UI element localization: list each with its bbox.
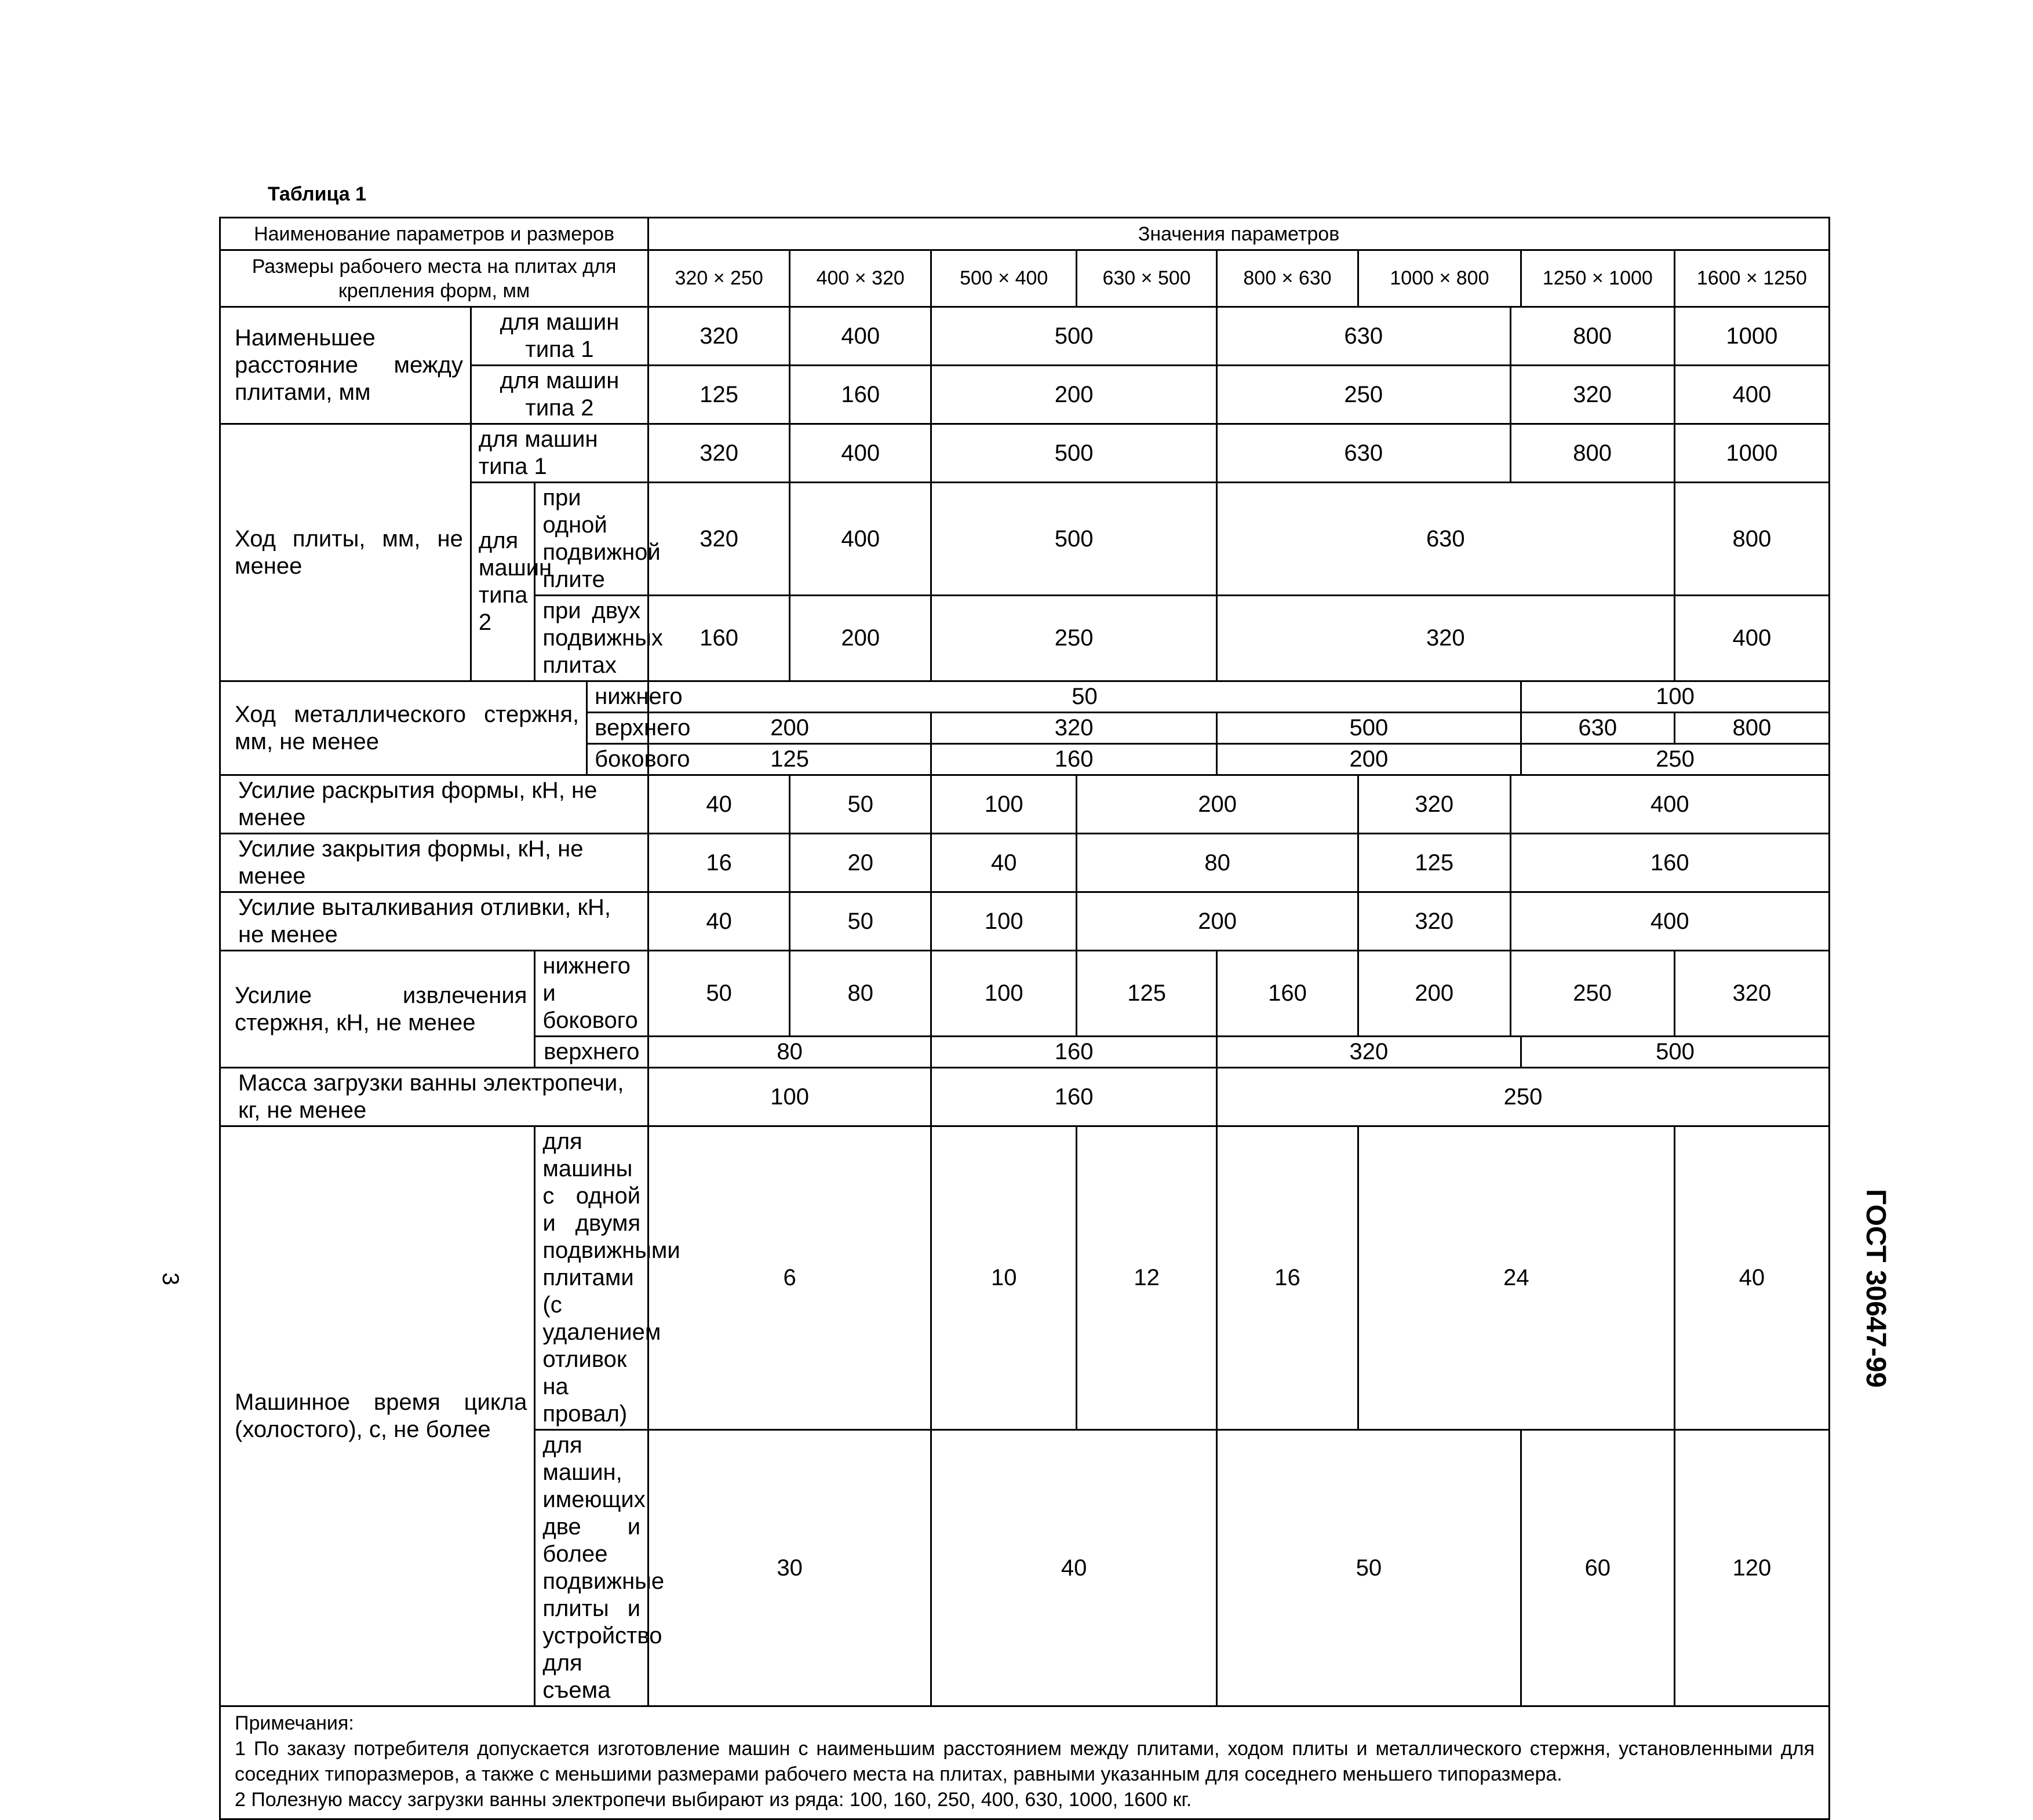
value-cell: 24 xyxy=(1358,1126,1675,1430)
value-cell: 16 xyxy=(1216,1126,1358,1430)
value-cell: 320 xyxy=(931,713,1217,744)
size-cell: 630 × 500 xyxy=(1077,250,1217,307)
value-cell: 200 xyxy=(1077,775,1358,834)
size-cell: 400 × 320 xyxy=(790,250,931,307)
table-row xyxy=(220,892,1830,951)
row-sublabel: нижнего xyxy=(587,681,648,713)
value-cell: 800 xyxy=(1674,483,1829,596)
header-sizes-label: Размеры рабочего места на плитах для крепления форм, мм xyxy=(220,250,648,307)
value-cell: 400 xyxy=(1510,775,1830,834)
value-cell: 160 xyxy=(931,1037,1217,1068)
value-cell: 250 xyxy=(1521,744,1829,775)
value-cell: 16 xyxy=(648,834,790,892)
size-cell: 1000 × 800 xyxy=(1358,250,1521,307)
table-row xyxy=(220,681,1830,713)
value-cell: 200 xyxy=(648,713,931,744)
value-cell: 80 xyxy=(1077,834,1358,892)
value-cell: 200 xyxy=(1077,892,1358,951)
page-number: 3 xyxy=(158,1272,183,1286)
value-cell: 630 xyxy=(1216,483,1674,596)
row-label-core-extraction: Усилие извлечения стержня, кН, не менее xyxy=(220,951,535,1068)
value-cell: 500 xyxy=(1216,713,1521,744)
value-cell: 20 xyxy=(790,834,931,892)
value-cell: 40 xyxy=(1674,1126,1829,1430)
value-cell: 50 xyxy=(648,951,790,1037)
row-label-ejection-force: Усилие выталкивания отливки, кН, не менее xyxy=(220,892,648,951)
value-cell: 1000 xyxy=(1674,307,1829,366)
value-cell: 6 xyxy=(648,1126,931,1430)
value-cell: 800 xyxy=(1510,307,1674,366)
row-sublabel: для машин типа 2 xyxy=(471,366,648,424)
value-cell: 10 xyxy=(931,1126,1077,1430)
value-cell: 40 xyxy=(648,775,790,834)
note-1: 1 По заказу потребителя допускается изготовление машин с наименьшим расстоянием между плитами, ходом плиты и металлического стержня, установленными для соседних типоразмеров, а также с меньшими размерами рабочего места на плитах, равными указанным для соседнего меньшего типоразмера. xyxy=(235,1738,1815,1785)
value-cell: 320 xyxy=(648,307,790,366)
value-cell: 100 xyxy=(1521,681,1829,713)
table-row xyxy=(220,775,1830,834)
value-cell: 100 xyxy=(648,1068,931,1126)
value-cell: 160 xyxy=(1216,951,1358,1037)
value-cell: 200 xyxy=(790,596,931,681)
row-sublabel: верхнего xyxy=(587,713,648,744)
value-cell: 250 xyxy=(1216,366,1510,424)
value-cell: 50 xyxy=(790,892,931,951)
value-cell: 500 xyxy=(931,307,1217,366)
row-label-opening-force: Усилие раскрытия формы, кН, не менее xyxy=(220,775,648,834)
value-cell: 100 xyxy=(931,951,1077,1037)
value-cell: 630 xyxy=(1216,424,1510,483)
value-cell: 250 xyxy=(1510,951,1674,1037)
table-header-sizes-row xyxy=(220,250,1830,307)
value-cell: 40 xyxy=(931,1430,1217,1706)
row-sublabel: для машины с одной и двумя подвижными плитами (с удалением отливок на провал) xyxy=(535,1126,648,1430)
value-cell: 125 xyxy=(1077,951,1217,1037)
notes-cell xyxy=(220,1706,1830,1819)
value-cell: 200 xyxy=(1358,951,1510,1037)
row-label-min-distance: Наименьшее расстояние между плитами, мм xyxy=(220,307,471,424)
value-cell: 100 xyxy=(931,892,1077,951)
table-caption: Таблица 1 xyxy=(268,183,367,205)
value-cell: 500 xyxy=(931,483,1217,596)
table-row xyxy=(220,1126,1830,1430)
value-cell: 320 xyxy=(1216,596,1674,681)
row-sublabel: для машин, имеющих две и более подвижные плиты и устройство для съема xyxy=(535,1430,648,1706)
value-cell: 1000 xyxy=(1674,424,1829,483)
size-cell: 1250 × 1000 xyxy=(1521,250,1674,307)
size-cell: 320 × 250 xyxy=(648,250,790,307)
value-cell: 200 xyxy=(931,366,1217,424)
value-cell: 160 xyxy=(1510,834,1830,892)
value-cell: 160 xyxy=(648,596,790,681)
size-cell: 800 × 630 xyxy=(1216,250,1358,307)
value-cell: 12 xyxy=(1077,1126,1217,1430)
table-notes-row xyxy=(220,1706,1830,1819)
row-sublabel: для машин типа 1 xyxy=(471,424,648,483)
table-row xyxy=(220,424,1830,483)
value-cell: 400 xyxy=(1510,892,1830,951)
value-cell: 80 xyxy=(790,951,931,1037)
notes-title: Примечания: xyxy=(235,1712,354,1734)
row-sublabel: при одной подвижной плите xyxy=(535,483,648,596)
row-sublabel: верхнего xyxy=(535,1037,648,1068)
value-cell: 125 xyxy=(1358,834,1510,892)
row-label-plate-stroke: Ход плиты, мм, не менее xyxy=(220,424,471,681)
value-cell: 250 xyxy=(931,596,1217,681)
value-cell: 200 xyxy=(1216,744,1521,775)
value-cell: 160 xyxy=(931,744,1217,775)
value-cell: 250 xyxy=(1216,1068,1829,1126)
value-cell: 800 xyxy=(1510,424,1674,483)
value-cell: 800 xyxy=(1674,713,1829,744)
table-row xyxy=(220,1068,1830,1126)
value-cell: 400 xyxy=(790,307,931,366)
value-cell: 50 xyxy=(1216,1430,1521,1706)
parameters-table xyxy=(219,217,1830,1820)
value-cell: 40 xyxy=(648,892,790,951)
value-cell: 400 xyxy=(1674,366,1829,424)
row-sublabel: нижнего и бокового xyxy=(535,951,648,1037)
value-cell: 630 xyxy=(1216,307,1510,366)
note-2: 2 Полезную массу загрузки ванны электропечи выбирают из ряда: 100, 160, 250, 400, 630, 1000, 1600 кг. xyxy=(235,1789,1192,1811)
table-row xyxy=(220,951,1830,1037)
value-cell: 40 xyxy=(931,834,1077,892)
value-cell: 50 xyxy=(648,681,1521,713)
value-cell: 500 xyxy=(931,424,1217,483)
value-cell: 320 xyxy=(1358,775,1510,834)
header-parameter-values: Значения параметров xyxy=(648,218,1830,250)
header-parameter-name: Наименование параметров и размеров xyxy=(220,218,648,250)
size-cell: 500 × 400 xyxy=(931,250,1077,307)
value-cell: 400 xyxy=(790,424,931,483)
value-cell: 400 xyxy=(1674,596,1829,681)
value-cell: 320 xyxy=(648,483,790,596)
table-row xyxy=(220,307,1830,366)
row-label-cycle-time: Машинное время цикла (холостого), с, не более xyxy=(220,1126,535,1706)
value-cell: 100 xyxy=(931,775,1077,834)
table-header-row xyxy=(220,218,1830,250)
size-cell: 1600 × 1250 xyxy=(1674,250,1829,307)
value-cell: 80 xyxy=(648,1037,931,1068)
value-cell: 500 xyxy=(1521,1037,1829,1068)
standard-designation: ГОСТ 30647-99 xyxy=(1860,1189,1891,1388)
table-row xyxy=(220,834,1830,892)
value-cell: 120 xyxy=(1674,1430,1829,1706)
value-cell: 320 xyxy=(1510,366,1674,424)
value-cell: 160 xyxy=(931,1068,1217,1126)
value-cell: 320 xyxy=(648,424,790,483)
row-sublabel: при двух подвижных плитах xyxy=(535,596,648,681)
value-cell: 50 xyxy=(790,775,931,834)
value-cell: 160 xyxy=(790,366,931,424)
value-cell: 125 xyxy=(648,366,790,424)
value-cell: 30 xyxy=(648,1430,931,1706)
value-cell: 630 xyxy=(1521,713,1674,744)
row-label-closing-force: Усилие закрытия формы, кН, не менее xyxy=(220,834,648,892)
value-cell: 320 xyxy=(1358,892,1510,951)
row-label-furnace-load: Масса загрузки ванны электропечи, кг, не менее xyxy=(220,1068,648,1126)
row-sublabel: бокового xyxy=(587,744,648,775)
value-cell: 60 xyxy=(1521,1430,1674,1706)
value-cell: 320 xyxy=(1216,1037,1521,1068)
row-sublabel-type2: для машин типа 2 xyxy=(471,483,535,681)
value-cell: 125 xyxy=(648,744,931,775)
row-label-core-stroke: Ход металлического стержня, мм, не менее xyxy=(220,681,587,775)
value-cell: 400 xyxy=(790,483,931,596)
row-sublabel: для машин типа 1 xyxy=(471,307,648,366)
value-cell: 320 xyxy=(1674,951,1829,1037)
